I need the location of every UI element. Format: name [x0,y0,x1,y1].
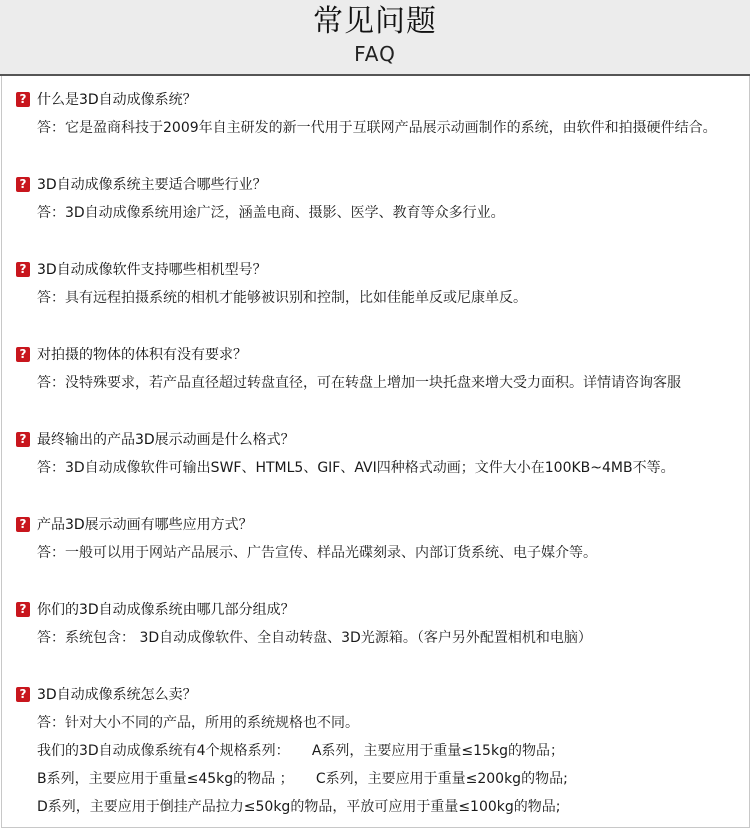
question-mark-icon: ? [16,602,30,617]
faq-question: 产品3D展示动画有哪些应用方式？ [37,517,253,533]
faq-answer: 答：针对大小不同的产品，所用的系统规格也不同。 [37,715,359,731]
page-title: 常见问题 [313,4,437,39]
faq-answer-line: 我们的3D自动成像系统有4个规格系列： A系列，主要应用于重量≤15kg的物品； [37,743,564,759]
faq-answer-line: D系列，主要应用于倒挂产品拉力≤50kg的物品，平放可应用于重量≤100kg的物品; [37,799,561,815]
faq-question: 3D自动成像系统主要适合哪些行业？ [37,177,267,193]
faq-answer: 答：3D自动成像系统用途广泛，涵盖电商、摄影、医学、教育等众多行业。 [37,205,505,221]
faq-answer: 答：系统包含： 3D自动成像软件、全自动转盘、3D光源箱。（客户另外配置相机和电脑） [37,630,592,646]
question-mark-icon: ? [16,92,30,107]
question-mark-icon: ? [16,687,30,702]
faq-header [0,0,750,74]
question-mark-icon: ? [16,432,30,447]
faq-answer: 答：3D自动成像软件可输出SWF、HTML5、GIF、AVI四种格式动画；文件大小在100KB~4MB不等。 [37,460,675,476]
faq-answer-line: B系列，主要应用于重量≤45kg的物品 ； C系列，主要应用于重量≤200kg的物品; [37,771,568,787]
faq-answer: 答：具有远程拍摄系统的相机才能够被识别和控制，比如佳能单反或尼康单反。 [37,290,527,306]
faq-question: 3D自动成像软件支持哪些相机型号？ [37,262,267,278]
faq-question: 你们的3D自动成像系统由哪几部分组成？ [37,602,295,618]
question-mark-icon: ? [16,262,30,277]
faq-answer: 答：一般可以用于网站产品展示、广告宣传、样品光碟刻录、内部订货系统、电子媒介等。 [37,545,597,561]
page-subtitle: FAQ [354,42,396,66]
faq-answer: 答：没特殊要求，若产品直径超过转盘直径，可在转盘上增加一块托盘来增大受力面积。详情请咨询客服 [37,375,681,391]
faq-question: 3D自动成像系统怎么卖？ [37,687,197,703]
question-mark-icon: ? [16,177,30,192]
faq-question: 最终输出的产品3D展示动画是什么格式？ [37,432,295,448]
faq-answer: 答：它是盈商科技于2009年自主研发的新一代用于互联网产品展示动画制作的系统，由软件和拍摄硬件结合。 [37,120,717,136]
question-mark-icon: ? [16,347,30,362]
question-mark-icon: ? [16,517,30,532]
faq-question: 什么是3D自动成像系统？ [37,92,197,108]
faq-question: 对拍摄的物体的体积有没有要求？ [37,347,247,363]
